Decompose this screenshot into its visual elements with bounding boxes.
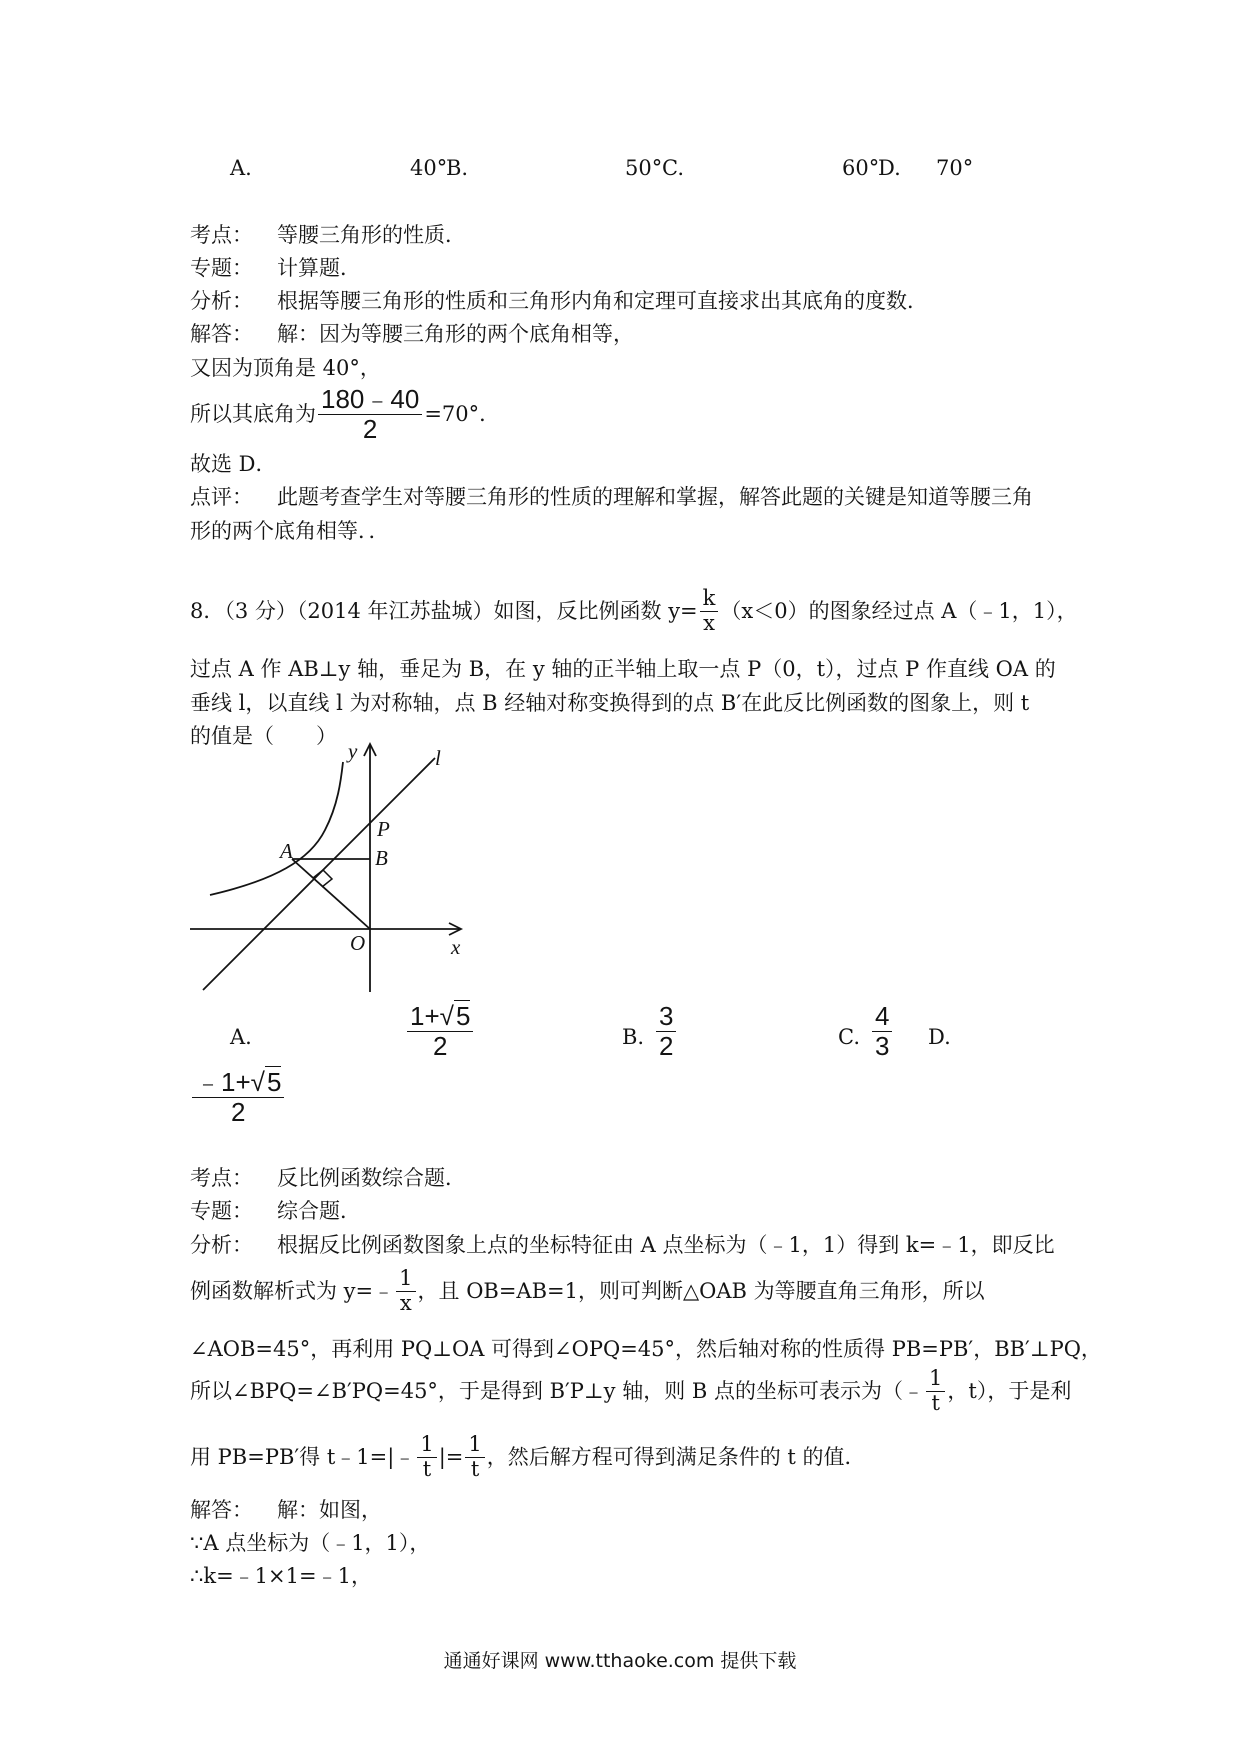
q8-fenxi-line4-frac-den: t [926, 1391, 945, 1415]
q8-option-a-fraction [407, 1002, 473, 1060]
q8-option-b-value [654, 1002, 678, 1060]
q7-kaodian-text: 等腰三角形的性质． [277, 223, 466, 247]
q7-fenxi-text: 根据等腰三角形的性质和三角形内角和定理可直接求出其底角的度数． [277, 289, 928, 313]
page-footer: 通通好课网 www.tthaoke.com 提供下载 [443, 1650, 797, 1672]
q7-option-d-value: 70° [936, 156, 974, 180]
q8-stem-fraction [700, 587, 719, 634]
q8-kaodian-text: 反比例函数综合题． [277, 1166, 466, 1190]
q8-fenxi-line2-frac-num: 1 [399, 1266, 413, 1291]
hyperbola-curve [210, 762, 343, 895]
q8-fenxi-line5-frac1-num: 1 [420, 1432, 434, 1457]
q8-fenxi-line2-suffix: ，且 OB=AB=1，则可判断△OAB 为等腰直角三角形，所以 [417, 1278, 985, 1303]
q8-stem-line1 [190, 582, 1078, 640]
q7-option-c-label: C. [662, 156, 684, 180]
q8-stem-line3: 垂线 l，以直线 l 为对称轴，点 B 经轴对称变换得到的点 B′在此反比例函数的图象上，则 t [190, 691, 1030, 715]
q7-dianping-line1: 此题考查学生对等腰三角形的性质的理解和掌握，解答此题的关键是知道等腰三角 [277, 485, 1033, 509]
label-y: y [348, 740, 358, 763]
q8-fenxi-line5 [190, 1428, 866, 1486]
q8-step1: ∵A 点坐标为（﹣1，1）， [190, 1531, 431, 1555]
q7-base-prefix: 所以其底角为 [190, 401, 316, 426]
q8-option-b-label: B. [622, 1025, 645, 1049]
q7-option-b-label: B. [446, 156, 469, 180]
q7-base-fraction [318, 385, 422, 443]
q8-option-c-den: 3 [872, 1031, 892, 1061]
q8-fenxi-line4 [190, 1362, 1071, 1420]
q7-fenxi-label: 分析： [190, 289, 253, 313]
q8-fenxi-line4-frac-num: 1 [929, 1366, 943, 1391]
q7-option-a-value: 40° [410, 156, 448, 180]
q8-option-a-label: A. [230, 1025, 252, 1049]
q8-option-a-value [405, 1002, 475, 1060]
q8-option-c-value [870, 1002, 894, 1060]
q8-option-b-num: 3 [659, 1000, 674, 1031]
q7-option-b-value: 50° [625, 156, 663, 180]
q8-fenxi-line2 [190, 1262, 985, 1320]
q8-figure [185, 740, 475, 998]
segment-ao [292, 859, 370, 929]
q8-fenxi-line4-prefix: 所以∠BPQ=∠B′PQ=45°，于是得到 B′P⊥y 轴，则 B 点的坐标可表示为（﹣ [190, 1378, 925, 1403]
q8-option-d-value [190, 1068, 286, 1126]
q7-vertex-angle-line: 又因为顶角是 40°， [190, 356, 381, 380]
q8-option-a-num: 1+√5 [410, 1000, 471, 1031]
q8-zhuanti-label: 专题： [190, 1199, 253, 1223]
q8-kaodian-label: 考点： [190, 1166, 253, 1190]
q8-option-a-radicand: 5 [455, 1000, 471, 1031]
label-o: O [350, 931, 366, 955]
label-p: P [377, 817, 390, 841]
q8-option-d-fraction [192, 1068, 284, 1126]
q8-stem-line2: 过点 A 作 AB⊥y 轴，垂足为 B，在 y 轴的正半轴上取一点 P（0，t），过点 P 作直线 OA 的 [190, 657, 1056, 681]
q8-jieda-text: 解：如图， [277, 1498, 382, 1522]
q8-option-b-fraction [656, 1002, 676, 1060]
q7-base-angle-line [190, 385, 500, 443]
q7-kaodian-label: 考点： [190, 223, 253, 247]
q7-frac-numerator: 180﹣40 [321, 383, 420, 414]
q7-zhuanti-label: 专题： [190, 256, 253, 280]
q8-option-d-radicand: 5 [266, 1066, 282, 1097]
q7-option-a-label: A. [230, 156, 252, 180]
q8-option-a-num-prefix: 1+ [410, 1000, 440, 1031]
q8-stem-frac-den: x [700, 611, 719, 635]
q7-option-c-value: 60° [842, 156, 880, 180]
q7-option-d-label: D. [878, 156, 901, 180]
q8-stem-suffix: （x＜0）的图象经过点 A（﹣1，1）， [720, 598, 1078, 623]
q7-base-suffix: =70°． [424, 401, 501, 426]
q8-option-d-num: ﹣1+√5 [195, 1066, 282, 1097]
q8-jieda-label: 解答： [190, 1498, 253, 1522]
q8-fenxi-label: 分析： [190, 1233, 253, 1257]
q8-stem-prefix: 8．（3 分）（2014 年江苏盐城）如图，反比例函数 y= [190, 598, 698, 623]
q8-fenxi-line3: ∠AOB=45°，再利用 PQ⊥OA 可得到∠OPQ=45°，然后轴对称的性质得 PB=PB′，BB′⊥PQ， [190, 1337, 1102, 1361]
label-b: B [375, 846, 388, 870]
right-angle-mark [313, 870, 332, 887]
q8-stem-frac-num: k [702, 586, 716, 611]
q8-fenxi-line5-mid: |= [438, 1444, 464, 1469]
q8-option-c-label: C. [838, 1025, 860, 1049]
q8-fenxi-line1: 根据反比例函数图象上点的坐标特征由 A 点坐标为（﹣1，1）得到 k=﹣1，即反比 [277, 1233, 1055, 1257]
q8-stem-line4: 的值是（ ） [190, 724, 337, 748]
label-x: x [451, 935, 461, 959]
label-l: l [435, 746, 441, 770]
q8-fenxi-line4-fraction [926, 1367, 945, 1414]
q8-fenxi-line2-frac-den: x [396, 1291, 415, 1315]
q8-option-a-den: 2 [407, 1031, 473, 1061]
q8-option-d-num-prefix: ﹣1+ [195, 1066, 251, 1097]
q8-option-b-den: 2 [656, 1031, 676, 1061]
q8-fenxi-line4-suffix: ，t），于是利 [947, 1378, 1072, 1403]
q8-fenxi-line5-prefix: 用 PB=PB′得 t﹣1=|﹣ [190, 1444, 416, 1469]
q7-frac-denominator: 2 [318, 414, 422, 444]
q8-fenxi-line2-fraction [396, 1267, 415, 1314]
q8-step2: ∴k=﹣1×1=﹣1， [190, 1564, 372, 1588]
q8-option-d-label: D. [928, 1025, 951, 1049]
q8-zhuanti-text: 综合题． [277, 1199, 361, 1223]
q7-answer: 故选 D． [190, 452, 277, 476]
q8-fenxi-line5-frac1-den: t [417, 1457, 436, 1481]
label-a: A [280, 839, 293, 863]
q7-jieda-label: 解答： [190, 322, 253, 346]
q8-fenxi-line5-frac2-den: t [465, 1457, 484, 1481]
q7-jieda-text: 解：因为等腰三角形的两个底角相等， [277, 322, 634, 346]
q8-fenxi-line2-prefix: 例函数解析式为 y=﹣ [190, 1278, 395, 1303]
q8-option-d-den: 2 [192, 1097, 284, 1127]
q7-zhuanti-text: 计算题． [277, 256, 361, 280]
q7-dianping-label: 点评： [190, 485, 253, 509]
q8-fenxi-line5-frac2-num: 1 [468, 1432, 482, 1457]
q8-option-c-num: 4 [875, 1000, 890, 1031]
q8-option-c-fraction [872, 1002, 892, 1060]
q8-fenxi-line5-suffix: ，然后解方程可得到满足条件的 t 的值． [486, 1444, 866, 1469]
q8-fenxi-line5-fraction1 [417, 1433, 436, 1480]
q8-fenxi-line5-fraction2 [465, 1433, 484, 1480]
q7-dianping-line2: 形的两个底角相等．． [190, 519, 390, 543]
